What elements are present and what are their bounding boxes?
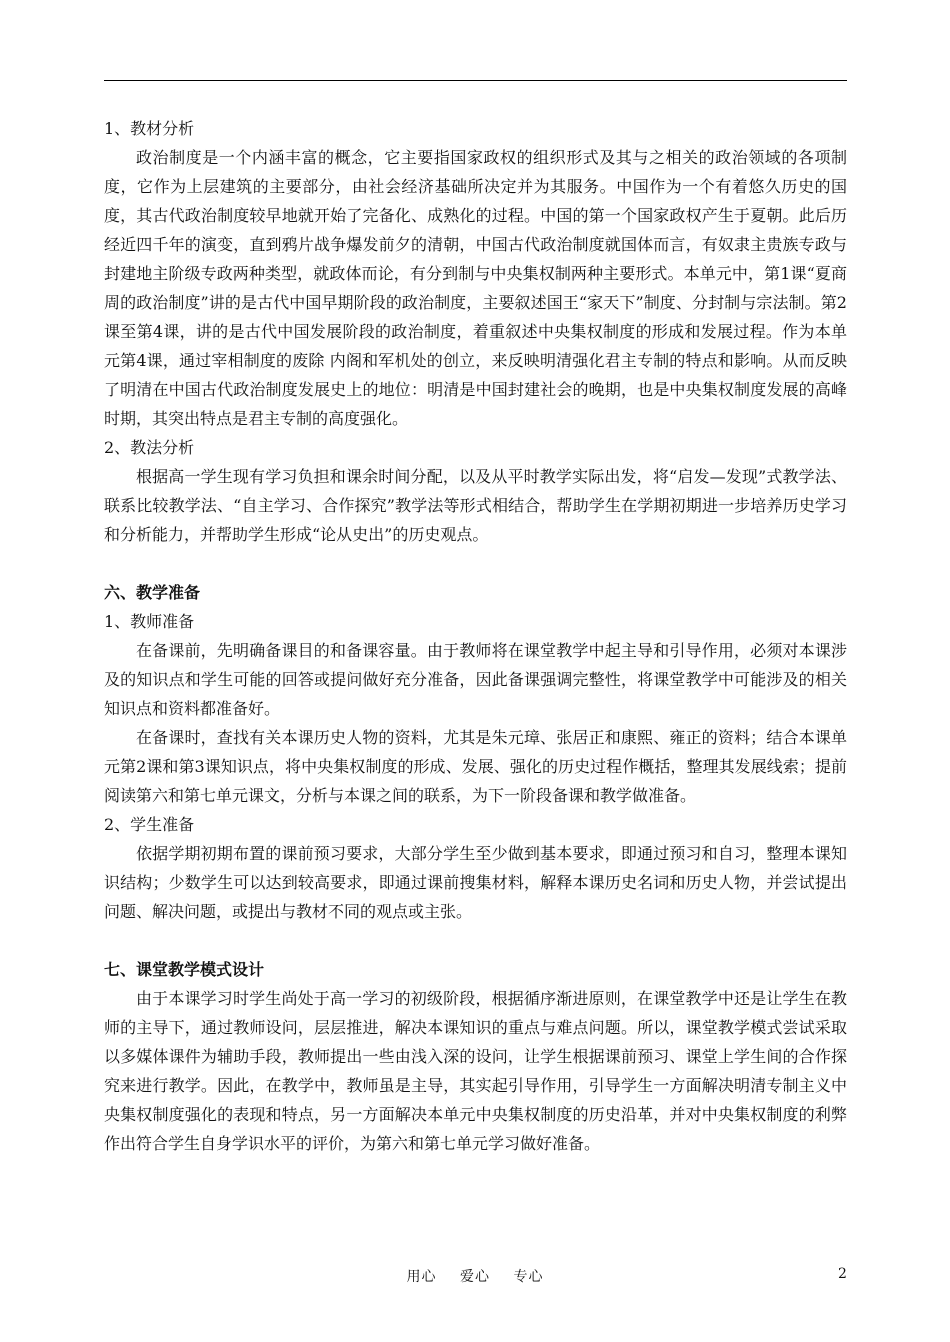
teacher-preparation-heading: 1、教师准备	[104, 612, 195, 631]
section-spacer	[104, 926, 847, 955]
classroom-model-paragraph: 由于本课学习时学生尚处于高一学习的初级阶段，根据循序渐进原则，在课堂教学中还是让学生在教师的主导下，通过教师设问，层层推进，解决本课知识的重点与难点问题。所以，课堂教学模式尝试采取以多媒体课件为辅助手段，教师提出一些由浅入深的设问，让学生根据课前预习、课堂上学生间的合作探究来进行教学。因此，在教学中，教师虽是主导，其实起引导作用，引导学生一方面解决明清专制主义中央集权制度强化的表现和特点，另一方面解决本单元中央集权制度的历史沿革，并对中央集权制度的利弊作出符合学生自身学识水平的评价，为第六和第七单元学习做好准备。	[104, 989, 847, 1153]
student-preparation-paragraph: 依据学期初期布置的课前预习要求，大部分学生至少做到基本要求，即通过预习和自习，整理本课知识结构；少数学生可以达到较高要求，即通过课前搜集材料，解释本课历史名词和历史人物，并尝试提出问题、解决问题，或提出与教材不同的观点或主张。	[104, 844, 847, 921]
footer-motto: 用心 爱心 专心	[406, 1269, 544, 1285]
teacher-preparation-paragraph-1: 在备课前，先明确备课目的和备课容量。由于教师将在课堂教学中起主导和引导作用，必须对本课涉及的知识点和学生可能的回答或提问做好充分准备，因此备课强调完整性，将课堂教学中可能涉及的相关知识点和资料都准备好。	[104, 641, 847, 718]
page-number: 2	[838, 1266, 847, 1282]
teaching-material-analysis-paragraph: 政治制度是一个内涵丰富的概念，它主要指国家政权的组织形式及其与之相关的政治领域的各项制度，它作为上层建筑的主要部分，由社会经济基础所决定并为其服务。中国作为一个有着悠久历史的国度，其古代政治制度较早地就开始了完备化、成熟化的过程。中国的第一个国家政权产生于夏朝。此后历经近四千年的演变，直到鸦片战争爆发前夕的清朝，中国古代政治制度就国体而言，有奴隶主贵族专政与封建地主阶级专政两种类型，就政体而论，有分到制与中央集权制两种主要形式。本单元中，第1课“夏商周的政治制度”讲的是古代中国早期阶段的政治制度，主要叙述国王“家天下”制度、分封制与宗法制。第2课至第4课，讲的是古代中国发展阶段的政治制度，着重叙述中央集权制度的形成和发展过程。作为本单元第4课，通过宰相制度的废除 内阁和军机处的创立，来反映明清强化君主专制的特点和影响。从而反映了明清在中国古代政治制度发展史上的地位：明清是中国封建社会的晚期，也是中央集权制度发展的高峰时期，其突出特点是君主专制的高度强化。	[104, 148, 847, 428]
section-spacer	[104, 549, 847, 578]
student-preparation-heading: 2、学生准备	[104, 815, 195, 834]
teaching-method-analysis-heading: 2、教法分析	[104, 438, 195, 457]
section-six-heading: 六、教学准备	[104, 583, 201, 602]
header-rule	[104, 80, 847, 81]
teaching-material-analysis-heading: 1、教材分析	[104, 119, 195, 138]
section-seven-heading: 七、课堂教学模式设计	[104, 960, 265, 979]
teaching-method-analysis-paragraph: 根据高一学生现有学习负担和课余时间分配，以及从平时教学实际出发，将“启发—发现”式教学法、联系比较教学法、“自主学习、合作探究”教学法等形式相结合，帮助学生在学期初期进一步培养历史学习和分析能力，并帮助学生形成“论从史出”的历史观点。	[104, 467, 847, 544]
document-body	[104, 114, 847, 1158]
teacher-preparation-paragraph-2: 在备课时，查找有关本课历史人物的资料，尤其是朱元璋、张居正和康熙、雍正的资料；结合本课单元第2课和第3课知识点，将中央集权制度的形成、发展、强化的历史过程作概括，整理其发展线索；提前阅读第六和第七单元课文，分析与本课之间的联系，为下一阶段备课和教学做准备。	[104, 728, 847, 805]
